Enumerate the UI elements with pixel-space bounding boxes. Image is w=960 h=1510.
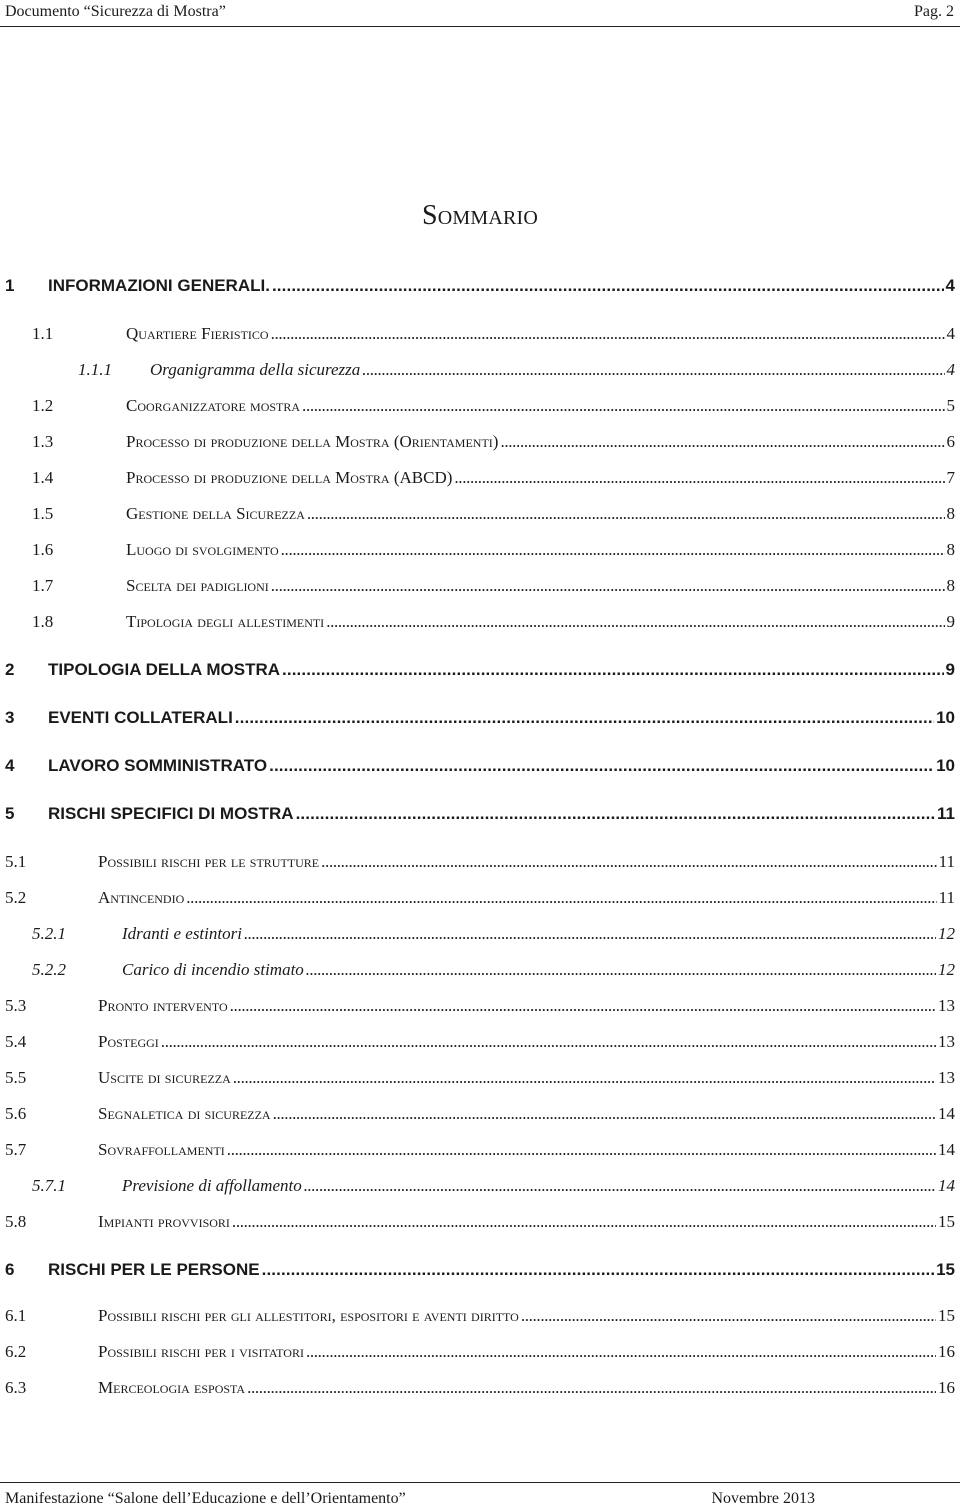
toc-entry[interactable]	[0, 994, 960, 1018]
toc-entry-page: 8	[946, 540, 955, 559]
toc-entry-page: 4	[945, 276, 955, 295]
toc-dot-leader	[281, 538, 945, 562]
toc-entry-number: 5.5	[5, 1068, 27, 1087]
toc-entry-number: 5.2.2	[32, 960, 66, 979]
toc-dot-leader	[302, 394, 944, 418]
toc-entry-page: 12	[938, 924, 955, 943]
toc-entry-number: 6.1	[5, 1306, 27, 1325]
toc-entry-number: 1.5	[32, 504, 54, 523]
toc-entry-label: Segnaletica di sicurezza	[98, 1104, 271, 1123]
toc-dot-leader	[321, 850, 936, 874]
toc-dot-leader	[306, 1340, 936, 1364]
toc-entry[interactable]	[0, 706, 960, 730]
toc-dot-leader	[307, 502, 945, 526]
toc-entry-label: RISCHI SPECIFICI DI MOSTRA	[48, 804, 294, 823]
toc-entry-label: Gestione della Sicurezza	[126, 504, 305, 523]
toc-entry-label: Possibili rischi per gli allestitori, espositori e aventi diritto	[98, 1306, 519, 1325]
toc-entry[interactable]	[0, 574, 960, 598]
toc-entry-number: 6.2	[5, 1342, 27, 1361]
toc-entry-page: 8	[946, 504, 955, 523]
toc-entry-number: 1	[5, 276, 15, 295]
toc-dot-leader	[235, 706, 934, 730]
toc-dot-leader	[454, 466, 944, 490]
toc-entry[interactable]	[0, 1340, 960, 1364]
toc-entry-label: INFORMAZIONI GENERALI.	[48, 276, 270, 295]
toc-dot-leader	[500, 430, 944, 454]
toc-entry-page: 16	[938, 1342, 955, 1361]
toc-entry-number: 1.8	[32, 612, 54, 631]
toc-entry[interactable]	[0, 754, 960, 778]
toc-dot-leader	[269, 754, 934, 778]
toc-entry-number: 1.2	[32, 396, 54, 415]
toc-entry-label: Antincendio	[98, 888, 185, 907]
toc-entry[interactable]	[0, 502, 960, 526]
toc-entry-label: LAVORO SOMMINISTRATO	[48, 756, 268, 775]
toc-entry-number: 1.1	[32, 324, 54, 343]
toc-entry[interactable]	[0, 322, 960, 346]
toc-entry-label: Sovraffollamenti	[98, 1140, 225, 1159]
toc-dot-leader	[271, 574, 945, 598]
toc-entry-number: 5.7.1	[32, 1176, 66, 1195]
toc-entry-label: Possibili rischi per i visitatori	[98, 1342, 304, 1361]
toc-entry[interactable]	[0, 1066, 960, 1090]
page-footer	[0, 1482, 960, 1510]
toc-entry-number: 5	[5, 804, 15, 823]
toc-entry-label: Pronto intervento	[98, 996, 228, 1015]
toc-entry[interactable]	[0, 1258, 960, 1282]
toc-entry-page: 15	[938, 1212, 955, 1231]
toc-dot-leader	[227, 1138, 936, 1162]
toc-entry-label: Uscite di sicurezza	[98, 1068, 231, 1087]
header-page-number: Pag. 2	[914, 3, 954, 20]
toc-entry-label: TIPOLOGIA DELLA MOSTRA	[48, 660, 281, 679]
toc-entry-page: 4	[946, 360, 955, 379]
toc-entry-number: 1.6	[32, 540, 54, 559]
toc-title: Sommario	[421, 200, 539, 231]
toc-entry-label: Carico di incendio stimato	[122, 960, 304, 979]
toc-dot-leader	[362, 358, 944, 382]
toc-entry-number: 5.6	[5, 1104, 27, 1123]
footer-date: Novembre 2013	[711, 1490, 815, 1507]
toc-entry-number: 1.3	[32, 432, 54, 451]
toc-entry-page: 14	[938, 1176, 955, 1195]
toc-entry[interactable]	[0, 1304, 960, 1328]
toc-entry[interactable]	[0, 802, 960, 826]
toc-entry-page: 8	[946, 576, 955, 595]
toc-entry[interactable]	[0, 1210, 960, 1234]
toc-entry[interactable]	[0, 1138, 960, 1162]
toc-entry-number: 5.3	[5, 996, 27, 1015]
toc-entry[interactable]	[0, 1102, 960, 1126]
toc-entry-label: Processo di produzione della Mostra (ABCD)	[126, 468, 453, 487]
toc-entry-page: 14	[938, 1140, 955, 1159]
toc-dot-leader	[247, 1376, 936, 1400]
footer-event-name: Manifestazione “Salone dell’Educazione e dell’Orientamento”	[5, 1490, 406, 1507]
toc-entry-page: 9	[946, 612, 955, 631]
toc-entry[interactable]	[0, 610, 960, 634]
toc-entry-label: Idranti e estintori	[122, 924, 242, 943]
toc-entry[interactable]	[0, 886, 960, 910]
toc-dot-leader	[282, 658, 944, 682]
toc-entry-number: 1.4	[32, 468, 54, 487]
toc-entry-number: 5.7	[5, 1140, 27, 1159]
toc-entry-label: Tipologia degli allestimenti	[126, 612, 325, 631]
toc-entry-label: Impianti provvisori	[98, 1212, 230, 1231]
toc-entry-page: 5	[946, 396, 955, 415]
toc-entry-label: Scelta dei padiglioni	[126, 576, 269, 595]
toc-entry-page: 15	[936, 1260, 955, 1279]
toc-entry-page: 11	[938, 888, 955, 907]
toc-entry-page: 6	[946, 432, 955, 451]
toc-dot-leader	[521, 1304, 936, 1328]
toc-entry-label: Processo di produzione della Mostra (Orientamenti)	[126, 432, 499, 451]
toc-dot-leader	[273, 1102, 936, 1126]
header-document-title: Documento “Sicurezza di Mostra”	[5, 3, 226, 20]
toc-entry-label: Posteggi	[98, 1032, 159, 1051]
toc-entry-page: 11	[938, 852, 955, 871]
toc-entry-page: 9	[945, 660, 955, 679]
toc-entry-label: Previsione di affollamento	[122, 1176, 302, 1195]
toc-dot-leader	[244, 922, 936, 946]
toc-entry[interactable]	[0, 466, 960, 490]
toc-entry[interactable]	[0, 922, 960, 946]
toc-entry[interactable]	[0, 538, 960, 562]
toc-entry-page: 12	[938, 960, 955, 979]
toc-entry-page: 10	[936, 756, 955, 775]
toc-entry[interactable]	[0, 958, 960, 982]
toc-dot-leader	[230, 994, 936, 1018]
toc-entry-label: Luogo di svolgimento	[126, 540, 279, 559]
toc-entry-page: 16	[938, 1378, 955, 1397]
toc-entry-page: 15	[938, 1306, 955, 1325]
toc-entry[interactable]	[0, 1174, 960, 1198]
toc-dot-leader	[186, 886, 936, 910]
toc-entry-label: Possibili rischi per le strutture	[98, 852, 320, 871]
toc-entry[interactable]	[0, 658, 960, 682]
toc-dot-leader	[304, 1174, 936, 1198]
toc-dot-leader	[262, 1258, 934, 1282]
toc-entry-label: Coorganizzatore mostra	[126, 396, 301, 415]
toc-entry-number: 1.1.1	[78, 360, 112, 379]
toc-entry[interactable]	[0, 274, 960, 298]
toc-entry-label: Quartiere Fieristico	[126, 324, 269, 343]
toc-entry-number: 3	[5, 708, 15, 727]
toc-dot-leader	[233, 1066, 936, 1090]
toc-entry-page: 14	[938, 1104, 955, 1123]
toc-dot-leader	[232, 1210, 936, 1234]
toc-entry[interactable]	[0, 358, 960, 382]
toc-dot-leader	[306, 958, 936, 982]
toc-entry-label: Merceologia esposta	[98, 1378, 246, 1397]
toc-entry-number: 5.4	[5, 1032, 27, 1051]
toc-entry-page: 13	[938, 996, 955, 1015]
toc-entry-number: 5.1	[5, 852, 27, 871]
toc-entry-number: 2	[5, 660, 15, 679]
toc-entry[interactable]	[0, 1376, 960, 1400]
toc-dot-leader	[326, 610, 944, 634]
toc-entry-number: 4	[5, 756, 15, 775]
toc-entry-page: 13	[938, 1068, 955, 1087]
toc-entry-label: RISCHI PER LE PERSONE	[48, 1260, 260, 1279]
toc-entry-label: EVENTI COLLATERALI	[48, 708, 233, 727]
toc-entry-number: 6.3	[5, 1378, 27, 1397]
toc-entry-page: 11	[937, 804, 955, 823]
toc-entry-number: 5.2	[5, 888, 27, 907]
toc-entry-page: 13	[938, 1032, 955, 1051]
toc-dot-leader	[272, 274, 944, 298]
toc-dot-leader	[296, 802, 935, 826]
toc-dot-leader	[161, 1030, 936, 1054]
toc-entry-number: 5.8	[5, 1212, 27, 1231]
toc-entry[interactable]	[0, 1030, 960, 1054]
toc-entry[interactable]	[0, 850, 960, 874]
toc-entry-page: 10	[936, 708, 955, 727]
toc-entry-page: 7	[946, 468, 955, 487]
toc-dot-leader	[271, 322, 945, 346]
toc-entry-number: 6	[5, 1260, 15, 1279]
toc-entry[interactable]	[0, 394, 960, 418]
toc-entry[interactable]	[0, 430, 960, 454]
toc-entry-label: Organigramma della sicurezza	[150, 360, 361, 379]
toc-entry-number: 5.2.1	[32, 924, 66, 943]
toc-entry-number: 1.7	[32, 576, 54, 595]
toc-entry-page: 4	[946, 324, 955, 343]
